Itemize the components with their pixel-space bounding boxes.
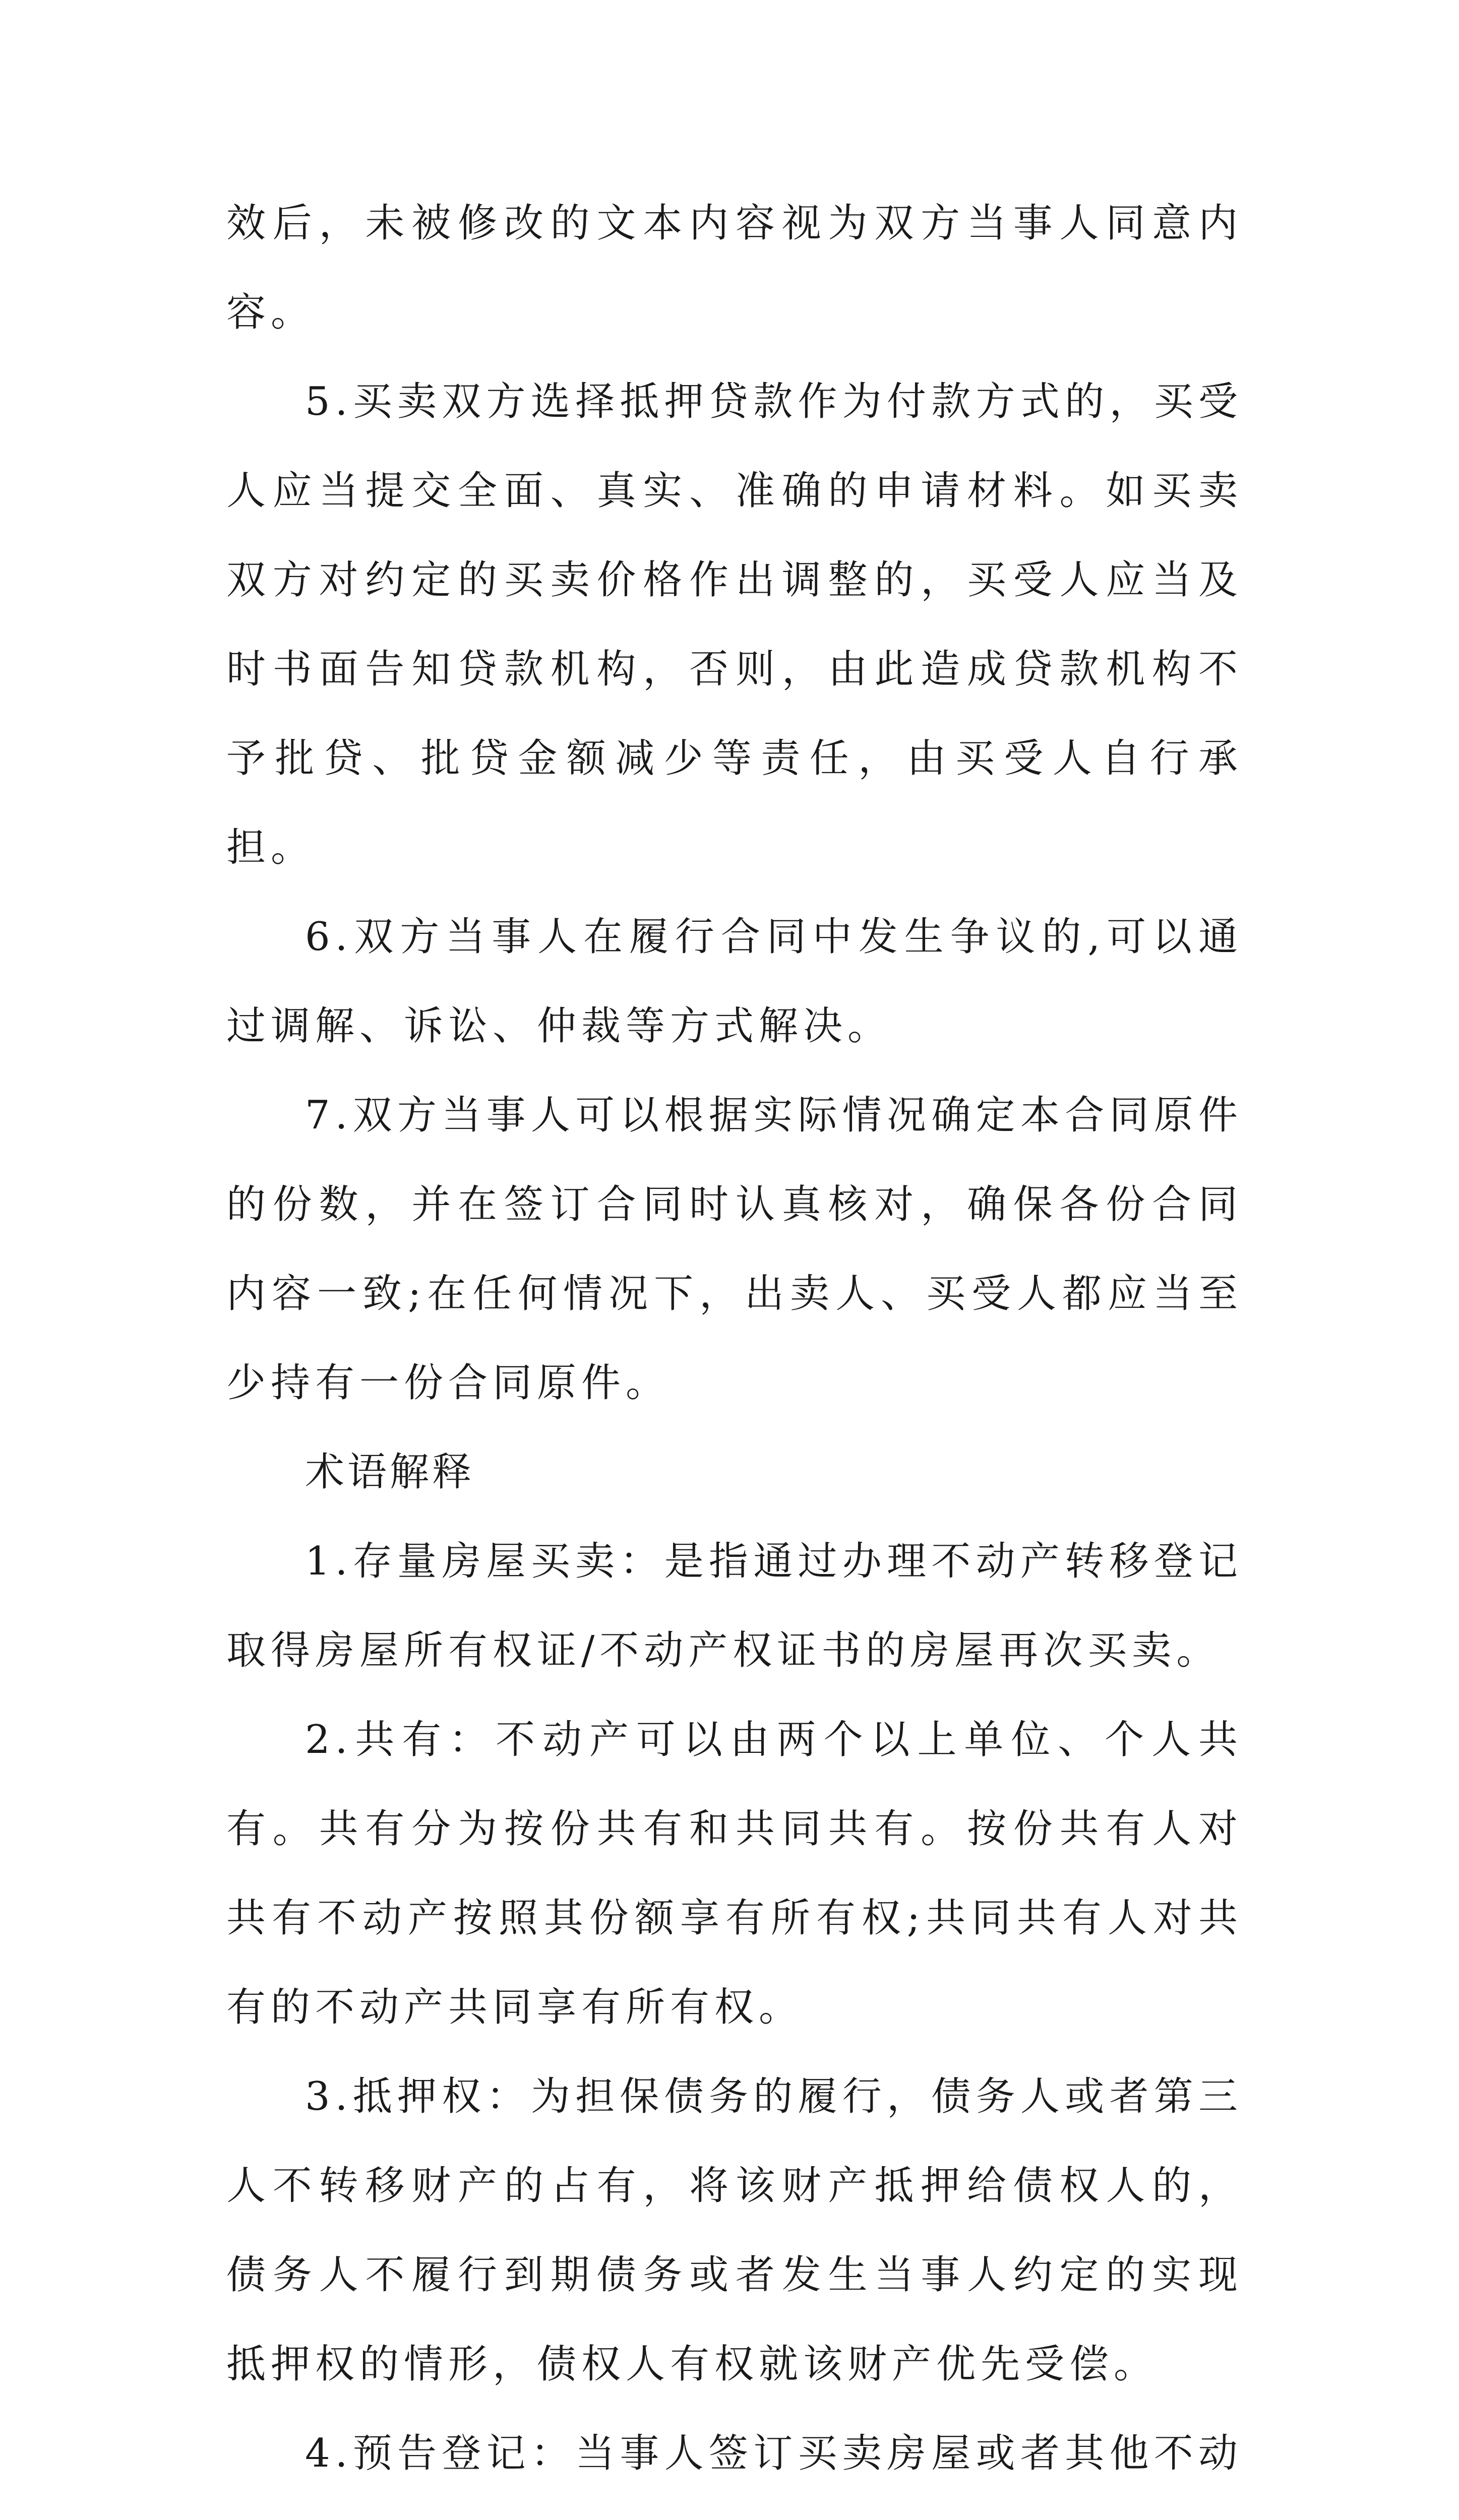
term-paragraph-3: 3.抵押权：为担保债务的履行，债务人或者第三人不转移财产的占有，将该财产抵押给债权人的，债务人不履行到期债务或者发生当事人约定的实现抵押权的情形，债权人有权就该财产优先受偿。 — [226, 2074, 1243, 2387]
continuation-paragraph: 效后，未被修改的文本内容视为双方当事人同意内容。 — [226, 201, 1243, 335]
term-paragraph-4: 4.预告登记：当事人签订买卖房屋或者其他不动 — [305, 2431, 1243, 2476]
note-paragraph-5: 5.买卖双方选择抵押贷款作为付款方式的，买受人应当提交全面、真实、准确的申请材料。如买卖双方对约定的买卖价格作出调整的，买受人应当及时书面告知贷款机构，否则，由此造成贷款机构不予批贷、批贷金额减少等责任，由买受人自行承担。 — [226, 379, 1243, 870]
note-paragraph-7: 7.双方当事人可以根据实际情况确定本合同原件的份数，并在签订合同时认真核对，确保各份合同内容一致;在任何情况下，出卖人、买受人都应当至少持有一份合同原件。 — [226, 1093, 1243, 1406]
terms-heading: 术语解释 — [305, 1450, 475, 1495]
document-body — [226, 179, 1243, 2520]
term-paragraph-2: 2.共有：不动产可以由两个以上单位、个人共有。共有分为按份共有和共同共有。按份共有人对共有不动产按照其份额享有所有权;共同共有人对共有的不动产共同享有所有权。 — [226, 1717, 1243, 2030]
term-paragraph-1: 1.存量房屋买卖：是指通过办理不动产转移登记取得房屋所有权证/不动产权证书的房屋再次买卖。 — [226, 1539, 1243, 1673]
note-paragraph-6: 6.双方当事人在履行合同中发生争议的,可以通过调解、诉讼、仲裁等方式解决。 — [226, 914, 1243, 1049]
